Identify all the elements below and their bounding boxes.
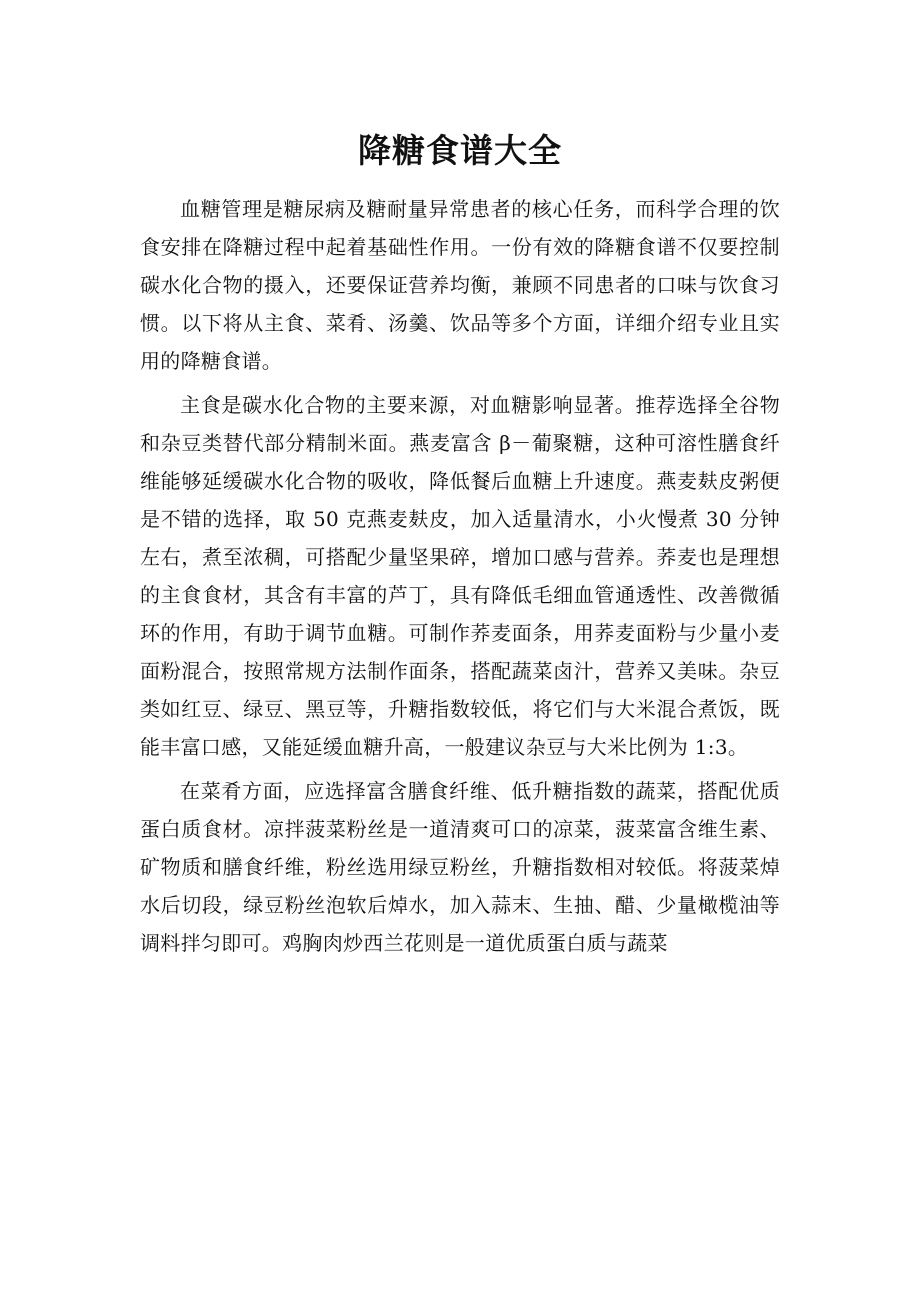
paragraph-intro: 血糖管理是糖尿病及糖耐量异常患者的核心任务，而科学合理的饮食安排在降糖过程中起着基础性作用。一份有效的降糖食谱不仅要控制碳水化合物的摄入，还要保证营养均衡，兼顾不同患者的口味与饮食习惯。以下将从主食、菜肴、汤羹、饮品等多个方面，详细介绍专业且实用的降糖食谱。 <box>140 197 780 373</box>
document-body <box>140 190 780 962</box>
paragraph-dishes: 在菜肴方面，应选择富含膳食纤维、低升糖指数的蔬菜，搭配优质蛋白质食材。凉拌菠菜粉丝是一道清爽可口的凉菜，菠菜富含维生素、矿物质和膳食纤维，粉丝选用绿豆粉丝，升糖指数相对较低。将菠菜焯水后切段，绿豆粉丝泡软后焯水，加入蒜末、生抽、醋、少量橄榄油等调料拌匀即可。鸡胸肉炒西兰花则是一道优质蛋白质与蔬菜 <box>140 779 780 955</box>
paragraph-staple-food: 主食是碳水化合物的主要来源，对血糖影响显著。推荐选择全谷物和杂豆类替代部分精制米面。燕麦富含 β－葡聚糖，这种可溶性膳食纤维能够延缓碳水化合物的吸收，降低餐后血糖上升速度。燕麦麸皮粥便是不错的选择，取 50 克燕麦麸皮，加入适量清水，小火慢煮 30 分钟左右，煮至浓稠，可搭配少量坚果碎，增加口感与营养。荞麦也是理想的主食食材，其含有丰富的芦丁，具有降低毛细血管通透性、改善微循环的作用，有助于调节血糖。可制作荞麦面条，用荞麦面粉与少量小麦面粉混合，按照常规方法制作面条，搭配蔬菜卤汁，营养又美味。杂豆类如红豆、绿豆、黑豆等，升糖指数较低，将它们与大米混合煮饭，既能丰富口感，又能延缓血糖升高，一般建议杂豆与大米比例为 1:3。 <box>140 393 780 759</box>
page-title: 降糖食谱大全 <box>358 131 562 170</box>
